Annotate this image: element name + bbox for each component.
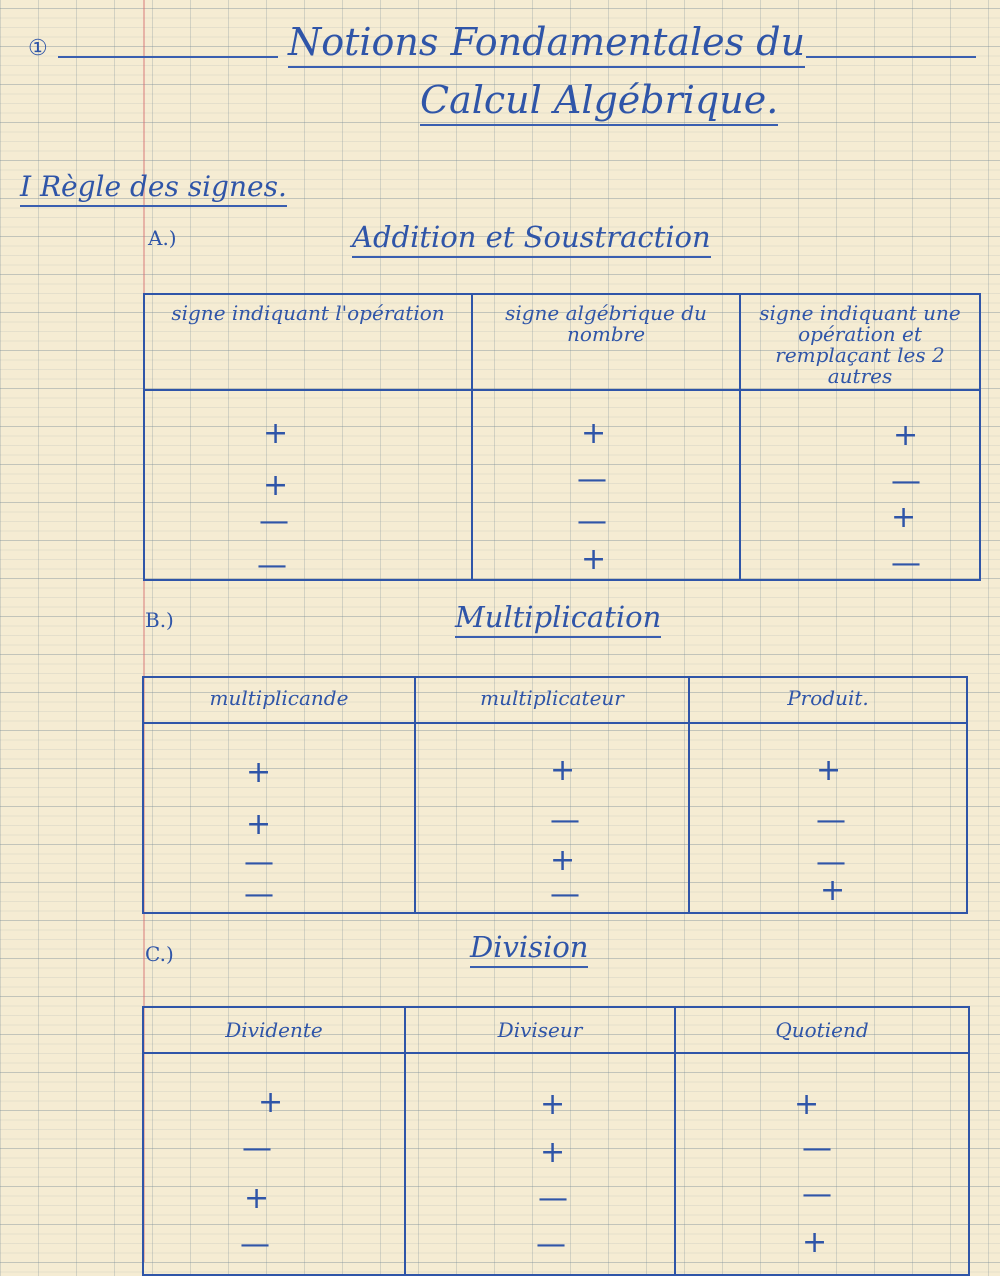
table-c-cell: — [240, 1227, 270, 1262]
table-b-cell: — [244, 845, 274, 880]
section-heading-text: I Règle des signes. [20, 170, 287, 207]
table-c-cell: + [794, 1087, 820, 1122]
table-b-header-1: multiplicande [143, 677, 415, 723]
table-a-column-3 [740, 390, 980, 580]
table-c-cell: — [538, 1181, 568, 1216]
table-a-cell: + [893, 418, 919, 453]
table-b-cell: + [550, 843, 576, 878]
table-c-cell: + [802, 1225, 828, 1260]
header-rule-left [58, 56, 278, 58]
table-a-cell: — [891, 464, 921, 499]
table-b-header-2: multiplicateur [415, 677, 689, 723]
table-a-header-1: signe indiquant l'opération [144, 294, 472, 390]
table-b-header-3: Produit. [689, 677, 967, 723]
section-heading [20, 170, 287, 203]
table-c-cell: — [536, 1227, 566, 1262]
table-b-label: B.) [145, 608, 174, 632]
table-c-cell: — [802, 1177, 832, 1212]
table-a-cell: + [581, 416, 607, 451]
table-multiplication [142, 676, 968, 914]
table-a-cell: — [577, 462, 607, 497]
table-b-cell: — [816, 803, 846, 838]
table-c-column-1 [143, 1053, 405, 1275]
table-c-column-3 [675, 1053, 969, 1275]
page-title-line-1: Notions Fondamentales du [288, 20, 805, 68]
table-a-header-3: signe indiquant une opération et remplaçant les 2 autres [740, 294, 980, 390]
table-b-cell: + [550, 753, 576, 788]
table-a-cell: — [891, 546, 921, 581]
table-a-cell: — [577, 504, 607, 539]
table-a-cell: + [891, 500, 917, 535]
table-c-cell: + [258, 1085, 284, 1120]
table-a-cell: + [263, 416, 289, 451]
table-a-cell: + [581, 542, 607, 577]
table-c-title: Division [470, 930, 588, 968]
table-division [142, 1006, 970, 1276]
table-c-cell: + [540, 1087, 566, 1122]
table-c-header-1: Dividente [143, 1007, 405, 1053]
table-a-title: Addition et Soustraction [352, 220, 711, 258]
table-c-cell: + [540, 1135, 566, 1170]
table-a-label: A.) [148, 226, 177, 250]
table-addition-soustraction [143, 293, 981, 581]
table-b-cell: + [820, 873, 846, 908]
table-b-column-3 [689, 723, 967, 913]
page-number: ① [28, 36, 48, 61]
table-b-cell: — [550, 877, 580, 912]
table-a-header-2: signe algébrique du nombre [472, 294, 740, 390]
table-b-cell: + [246, 755, 272, 790]
table-c-header-3: Quotiend [675, 1007, 969, 1053]
table-b-column-1 [143, 723, 415, 913]
table-a-column-1 [144, 390, 472, 583]
table-c-label: C.) [145, 942, 174, 966]
page-title-line-2: Calcul Algébrique. [420, 78, 778, 126]
table-a-cell: — [259, 504, 289, 539]
table-a-column-2 [472, 390, 740, 580]
table-c-header-2: Diviseur [405, 1007, 675, 1053]
table-b-cell: — [550, 803, 580, 838]
table-c-cell: — [802, 1131, 832, 1166]
table-b-cell: + [246, 807, 272, 842]
table-b-column-2 [415, 723, 689, 913]
table-c-cell: — [242, 1131, 272, 1166]
table-c-cell: + [244, 1181, 270, 1216]
table-b-cell: — [244, 877, 274, 912]
table-b-cell: + [816, 753, 842, 788]
table-a-cell: + [263, 468, 289, 503]
table-b-cell: — [816, 845, 846, 880]
table-a-cell: — [257, 548, 287, 583]
header-rule-right [806, 56, 976, 58]
table-b-title: Multiplication [455, 600, 661, 638]
table-c-column-2 [405, 1053, 675, 1275]
